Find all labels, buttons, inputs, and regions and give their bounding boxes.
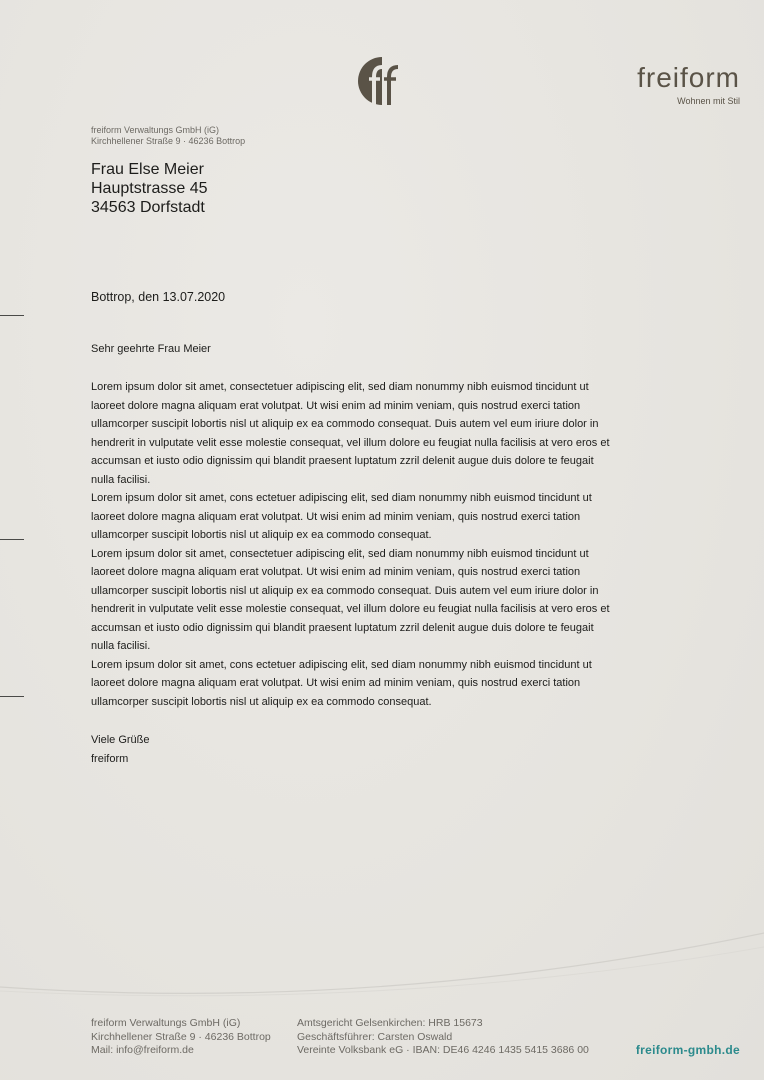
closing bbox=[91, 731, 150, 768]
footer-mail: Mail: info@freiform.de bbox=[91, 1044, 194, 1056]
recipient-city: 34563 Dorfstadt bbox=[91, 199, 205, 216]
sender-street: Kirchhellener Straße 9 · 46236 Bottrop bbox=[91, 136, 246, 146]
brand-name: freiform bbox=[637, 62, 740, 93]
closing-greeting: Viele Grüße bbox=[91, 734, 150, 746]
recipient-name: Frau Else Meier bbox=[91, 161, 204, 178]
footer-website-link[interactable]: freiform-gmbh.de bbox=[635, 1043, 740, 1057]
brand-logo bbox=[637, 64, 740, 106]
paragraph: Lorem ipsum dolor sit amet, cons ectetuer adipiscing elit, sed diam nonummy nibh euismod tincidunt ut laoreet dolore magna aliquam erat volutpat. Ut wisi enim ad minim veniam, quis nostrud exerci tation ullamcorper suscipit lobortis nisl ut aliquip ex ea commodo consequat. bbox=[91, 658, 592, 708]
paragraph: Lorem ipsum dolor sit amet, consectetuer adipiscing elit, sed diam nonummy nibh euismod tincidunt ut laoreet dolore magna aliquam erat volutpat. Ut wisi enim ad minim veniam, quis nostrud exerci tation ullamcorper suscipit lobortis nisl ut aliquip ex ea commodo consequat. Duis autem vel eum iriure dolor in hendrerit in vulputate velit esse molestie consequat, vel illum dolore eu feugiat nulla facilisis at vero eros et accumsan et iusto odio dignissim qui blandit praesent luptatum zzril delenit augue duis dolore te feugait nulla facilisi. bbox=[91, 547, 610, 652]
footer-company-info bbox=[91, 1017, 271, 1058]
hole-punch-mark bbox=[0, 539, 24, 540]
sender-company: freiform Verwaltungs GmbH (iG) bbox=[91, 125, 220, 135]
recipient-address bbox=[91, 160, 208, 217]
fold-mark bbox=[0, 315, 24, 316]
paragraph: Lorem ipsum dolor sit amet, consectetuer adipiscing elit, sed diam nonummy nibh euismod tincidunt ut laoreet dolore magna aliquam erat volutpat. Ut wisi enim ad minim veniam, quis nostrud exerci tation ullamcorper suscipit lobortis nisl ut aliquip ex ea commodo consequat. Duis autem vel eum iriure dolor in hendrerit in vulputate velit esse molestie consequat, vel illum dolore eu feugiat nulla facilisis at vero eros et accumsan et iusto odio dignissim qui blandit praesent luptatum zzril delenit augue duis dolore te feugait nulla facilisi. bbox=[91, 381, 610, 486]
paragraph: Lorem ipsum dolor sit amet, cons ectetuer adipiscing elit, sed diam nonummy nibh euismod tincidunt ut laoreet dolore magna aliquam erat volutpat. Ut wisi enim ad minim veniam, quis nostrud exerci tation ullamcorper suscipit lobortis nisl ut aliquip ex ea commodo consequat. bbox=[91, 492, 592, 541]
sender-address-line bbox=[91, 125, 245, 147]
footer-legal-info bbox=[297, 1017, 589, 1058]
ff-monogram-icon bbox=[358, 55, 406, 107]
brand-tagline: Wohnen mit Stil bbox=[677, 96, 740, 106]
letter-body bbox=[91, 378, 611, 711]
footer-bank: Vereinte Volksbank eG · IBAN: DE46 4246 1435 5415 3686 00 bbox=[297, 1044, 589, 1056]
footer-swoosh bbox=[0, 925, 764, 1005]
footer-court: Amtsgericht Gelsenkirchen: HRB 15673 bbox=[297, 1017, 483, 1029]
recipient-street: Hauptstrasse 45 bbox=[91, 180, 208, 197]
footer-street: Kirchhellener Straße 9 · 46236 Bottrop bbox=[91, 1030, 271, 1043]
letter-date: Bottrop, den 13.07.2020 bbox=[91, 290, 226, 304]
salutation: Sehr geehrte Frau Meier bbox=[91, 343, 211, 355]
closing-signature: freiform bbox=[91, 752, 129, 765]
footer-ceo: Geschäftsführer: Carsten Oswald bbox=[297, 1030, 453, 1043]
fold-mark bbox=[0, 696, 24, 697]
footer-company: freiform Verwaltungs GmbH (iG) bbox=[91, 1017, 241, 1029]
